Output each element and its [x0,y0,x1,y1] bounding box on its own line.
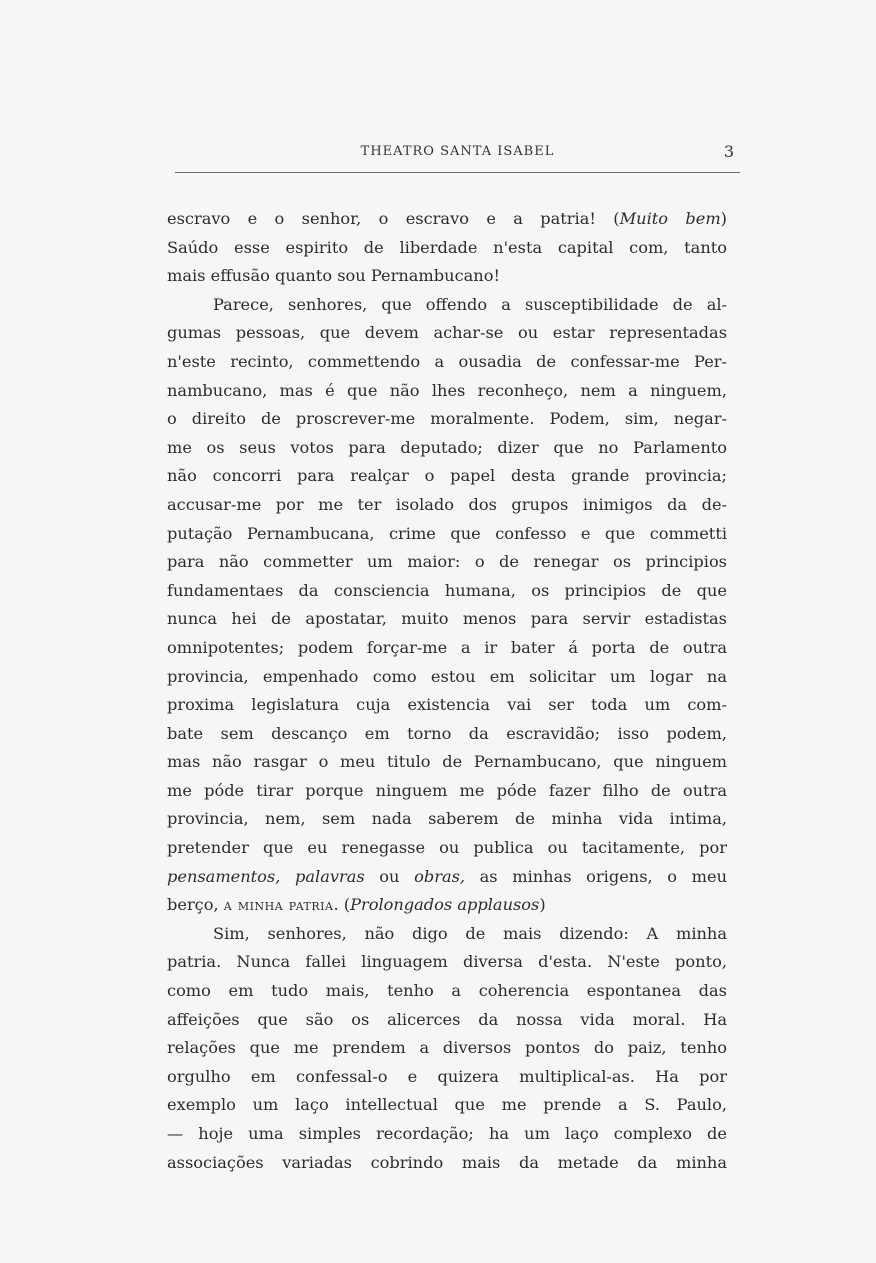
italic-text: Muito bem [619,209,721,228]
text-span: gumas pessoas, que devem achar-se ou estar representadas [167,323,727,343]
text-span: Parece, senhores, que offendo a susceptibilidade de al- [213,294,727,314]
page-number: 3 [723,142,734,161]
text-line [167,319,727,348]
text-span: . ( [333,895,351,915]
text-span: putação Pernambucana, crime que confesso e que commetti [167,523,727,543]
text-line [167,805,727,834]
text-line [167,434,727,463]
text-span: não concorri para realçar o papel desta grande provincia; [167,466,727,486]
text-span: — hoje uma simples recordação; ha um laço complexo de [167,1124,727,1143]
small-caps-text: a minha patria [223,895,334,915]
text-line [167,548,727,577]
text-span: mais effusão quanto sou Pernambucano! [167,266,500,286]
italic-text: Prolongados applausos [350,895,540,915]
text-line [167,291,727,320]
text-line [167,1034,727,1063]
text-span: fundamentaes da consciencia humana, os principios de que [167,580,727,600]
text-line [167,777,727,806]
text-span: o direito de proscrever-me moralmente. Podem, sim, negar- [167,409,727,429]
text-span: nunca hei de apostatar, muito menos para servir estadistas [167,609,727,629]
text-line [167,491,727,520]
text-line [167,1149,727,1178]
text-span: orgulho em confessal-o e quizera multiplical-as. Ha por [167,1066,727,1086]
text-span: provincia, nem, sem nada saberem de minha vida intima, [167,809,727,829]
text-span: provincia, empenhado como estou em solicitar um logar na [167,666,727,686]
text-span: nambucano, mas é que não lhes reconheço, nem a ninguem, [167,380,727,400]
text-line [167,834,727,863]
text-line [167,205,727,234]
text-line [167,262,727,291]
text-span: me póde tirar porque ninguem me póde fazer filho de outra [167,780,727,800]
text-span: omnipotentes; podem forçar-me a ir bater á porta de outra [167,637,727,657]
text-span: escravo e o senhor, o escravo e a patria! ( [167,209,620,228]
text-line [167,520,727,549]
italic-text: pensamentos, palavras [167,866,365,886]
running-head [175,138,740,173]
text-span: n'este recinto, commettendo a ousadia de confessar-me Per- [167,351,727,371]
text-line [167,1091,727,1120]
text-line [167,891,727,920]
text-line [167,462,727,491]
text-span: relações que me prendem a diversos pontos do paiz, tenho [167,1038,727,1058]
text-line [167,948,727,977]
text-line [167,977,727,1006]
text-span: bate sem descanço em torno da escravidão; isso podem, [167,723,727,743]
text-span: mas não rasgar o meu titulo de Pernambucano, que ninguem [167,752,727,772]
text-line [167,577,727,606]
text-line [167,1120,727,1149]
text-span: proxima legislatura cuja existencia vai ser toda um com- [167,695,727,715]
text-span: para não commetter um maior: o de renegar os principios [167,552,727,572]
text-line [167,748,727,777]
text-span: pretender que eu renegasse ou publica ou tacitamente, por [167,838,727,858]
italic-text: obras, [414,866,466,886]
text-span: ) [720,209,727,228]
running-title: THEATRO SANTA ISABEL [360,144,555,159]
text-span: ou [364,866,415,886]
text-line [167,1063,727,1092]
text-span: exemplo um laço intellectual que me prende a S. Paulo, [167,1095,727,1115]
text-line [167,720,727,749]
body-text [167,205,727,1177]
text-line [167,920,727,949]
text-line [167,405,727,434]
text-span: me os seus votos para deputado; dizer que no Parlamento [167,437,727,457]
text-line [167,663,727,692]
text-line [167,605,727,634]
text-line [167,234,727,263]
text-span: affeições que são os alicerces da nossa vida moral. Ha [167,1009,727,1029]
text-span: patria. Nunca fallei linguagem diversa d'esta. N'este ponto, [167,952,727,972]
text-span: como em tudo mais, tenho a coherencia espontanea das [167,981,727,1001]
text-line [167,348,727,377]
text-line [167,634,727,663]
text-line [167,863,727,892]
text-span: associações variadas cobrindo mais da metade da minha [167,1152,727,1172]
text-span: berço, [167,895,224,915]
text-span: ) [539,895,546,915]
text-line [167,377,727,406]
text-line [167,691,727,720]
text-span: Saúdo esse espirito de liberdade n'esta capital com, tanto [167,237,727,257]
text-line [167,1006,727,1035]
text-span: as minhas origens, o meu [465,866,727,886]
text-span: Sim, senhores, não digo de mais dizendo: A minha [213,923,727,943]
text-span: accusar-me por me ter isolado dos grupos inimigos da de- [167,494,727,514]
